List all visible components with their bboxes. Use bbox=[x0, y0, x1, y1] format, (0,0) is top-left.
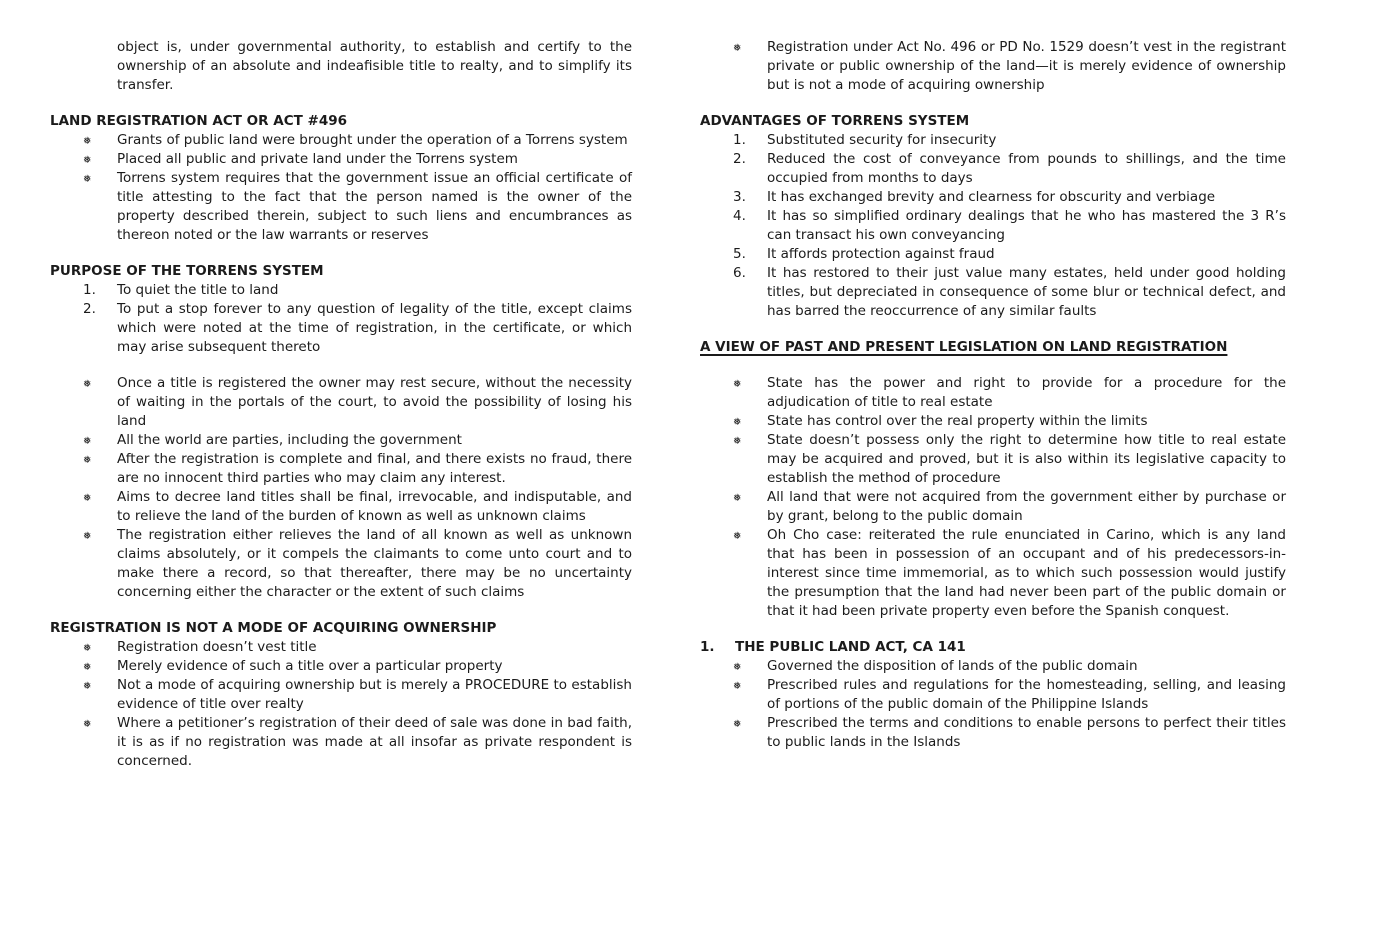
bullet-list bbox=[50, 374, 632, 602]
bullet-icon: ❅ bbox=[83, 662, 92, 673]
bullet-icon: ❅ bbox=[733, 43, 742, 54]
list-item-text: Prescribed rules and regulations for the homesteading, selling, and leasing of portions of the public domain of the Philippine Islands bbox=[767, 677, 1286, 712]
list-item-text: State has control over the real property within the limits bbox=[767, 413, 1148, 429]
list-item bbox=[50, 676, 632, 714]
bullet-list bbox=[50, 638, 632, 771]
list-item bbox=[50, 450, 632, 488]
section-heading: PURPOSE OF THE TORRENS SYSTEM bbox=[50, 263, 324, 279]
list-item bbox=[50, 431, 632, 450]
paragraph-continuation: object is, under governmental authority, to establish and certify to the ownership of an absolute and indeafisible title to realty, and to simplify its transfer. bbox=[117, 39, 632, 93]
list-item-text: The registration either relieves the land of all known as well as unknown claims absolutely, or it compels the claimants to come unto court and to make there a record, so that thereafter, there may be no uncertainty concerning either the character or the extent of such claims bbox=[117, 527, 632, 600]
list-item bbox=[50, 526, 632, 602]
list-item bbox=[50, 150, 632, 169]
list-item-text: Prescribed the terms and conditions to enable persons to perfect their titles to public lands in the Islands bbox=[767, 715, 1286, 750]
list-item bbox=[700, 245, 1286, 264]
list-item-text: To quiet the title to land bbox=[117, 282, 279, 298]
list-item bbox=[700, 38, 1286, 95]
item-number: 2. bbox=[733, 151, 746, 167]
item-number: 6. bbox=[733, 265, 746, 281]
numbered-section-heading bbox=[700, 638, 1286, 657]
bullet-icon: ❅ bbox=[733, 681, 742, 692]
list-item bbox=[50, 374, 632, 431]
list-item bbox=[700, 488, 1286, 526]
list-item-text: After the registration is complete and final, and there exists no fraud, there are no innocent third parties who may claim any interest. bbox=[117, 451, 632, 486]
list-item-text: State doesn’t possess only the right to determine how title to real estate may be acquired and proved, but it is also within its legislative capacity to establish the method of procedure bbox=[767, 432, 1286, 486]
list-item bbox=[50, 169, 632, 245]
heading-number: 1. bbox=[700, 639, 715, 655]
list-item-text: Substituted security for insecurity bbox=[767, 132, 997, 148]
numbered-list bbox=[50, 281, 632, 357]
list-item bbox=[50, 638, 632, 657]
bullet-icon: ❅ bbox=[733, 417, 742, 428]
column-left bbox=[50, 38, 632, 771]
list-item-text: It has exchanged brevity and clearness for obscurity and verbiage bbox=[767, 189, 1216, 205]
list-item-text: Once a title is registered the owner may rest secure, without the necessity of waiting in the portals of the court, to avoid the possibility of losing his land bbox=[117, 375, 632, 429]
list-item-text: State has the power and right to provide for a procedure for the adjudication of title to real estate bbox=[767, 375, 1286, 410]
list-item-text: Grants of public land were brought under the operation of a Torrens system bbox=[117, 132, 628, 148]
list-item-text: It has restored to their just value many estates, held under good holding titles, but depreciated in consequence of some blur or technical defect, and has barred the reoccurrence of any similar faults bbox=[767, 265, 1286, 319]
list-item bbox=[50, 131, 632, 150]
list-item-text: Registration doesn’t vest title bbox=[117, 639, 317, 655]
bullet-icon: ❅ bbox=[83, 136, 92, 147]
item-number: 2. bbox=[83, 301, 96, 317]
list-item-text: Not a mode of acquiring ownership but is merely a PROCEDURE to establish evidence of title over realty bbox=[117, 677, 632, 712]
section-heading: ADVANTAGES OF TORRENS SYSTEM bbox=[700, 113, 970, 129]
item-number: 1. bbox=[83, 282, 96, 298]
bullet-icon: ❅ bbox=[733, 379, 742, 390]
list-item-text: All land that were not acquired from the government either by purchase or by grant, belong to the public domain bbox=[767, 489, 1286, 524]
section-heading: A VIEW OF PAST AND PRESENT LEGISLATION ON LAND REGISTRATION bbox=[700, 339, 1228, 355]
list-item-text: Aims to decree land titles shall be final, irrevocable, and indisputable, and to relieve the land of the burden of known as well as unknown claims bbox=[117, 489, 632, 524]
list-item bbox=[700, 207, 1286, 245]
list-item-text: Merely evidence of such a title over a particular property bbox=[117, 658, 503, 674]
list-item bbox=[700, 264, 1286, 321]
section-heading: REGISTRATION IS NOT A MODE OF ACQUIRING OWNERSHIP bbox=[50, 620, 497, 636]
list-item bbox=[700, 374, 1286, 412]
bullet-icon: ❅ bbox=[83, 155, 92, 166]
bullet-list bbox=[700, 38, 1286, 95]
bullet-list bbox=[50, 131, 632, 245]
bullet-icon: ❅ bbox=[83, 719, 92, 730]
list-item bbox=[700, 526, 1286, 621]
bullet-icon: ❅ bbox=[83, 436, 92, 447]
bullet-list bbox=[700, 657, 1286, 752]
list-item bbox=[700, 412, 1286, 431]
bullet-icon: ❅ bbox=[733, 436, 742, 447]
item-number: 5. bbox=[733, 246, 746, 262]
list-item bbox=[700, 131, 1286, 150]
bullet-icon: ❅ bbox=[733, 493, 742, 504]
item-number: 4. bbox=[733, 208, 746, 224]
list-item-text: Reduced the cost of conveyance from pounds to shillings, and the time occupied from months to days bbox=[767, 151, 1286, 186]
bullet-icon: ❅ bbox=[83, 455, 92, 466]
list-item-text: Where a petitioner’s registration of their deed of sale was done in bad faith, it is as if no registration was made at all insofar as private respondent is concerned. bbox=[117, 715, 632, 769]
list-item bbox=[700, 657, 1286, 676]
list-item-text: Torrens system requires that the government issue an official certificate of title attesting to the fact that the person named is the owner of the property described therein, subject to such liens and encumbrances as thereon noted or the law warrants or reserves bbox=[117, 170, 632, 243]
list-item bbox=[50, 657, 632, 676]
list-item bbox=[50, 300, 632, 357]
item-number: 3. bbox=[733, 189, 746, 205]
list-item-text: It has so simplified ordinary dealings that he who has mastered the 3 R’s can transact his own conveyancing bbox=[767, 208, 1286, 243]
bullet-icon: ❅ bbox=[733, 662, 742, 673]
bullet-icon: ❅ bbox=[83, 643, 92, 654]
list-item bbox=[50, 714, 632, 771]
list-item bbox=[700, 431, 1286, 488]
bullet-list bbox=[700, 374, 1286, 621]
heading-text: THE PUBLIC LAND ACT, CA 141 bbox=[735, 639, 966, 655]
list-item bbox=[700, 150, 1286, 188]
list-item-text: Governed the disposition of lands of the public domain bbox=[767, 658, 1138, 674]
list-item-text: Placed all public and private land under the Torrens system bbox=[117, 151, 518, 167]
list-item-text: It affords protection against fraud bbox=[767, 246, 995, 262]
list-item bbox=[700, 714, 1286, 752]
bullet-icon: ❅ bbox=[83, 379, 92, 390]
column-right bbox=[700, 38, 1286, 752]
list-item-text: All the world are parties, including the government bbox=[117, 432, 462, 448]
bullet-icon: ❅ bbox=[733, 531, 742, 542]
bullet-icon: ❅ bbox=[83, 174, 92, 185]
list-item bbox=[700, 676, 1286, 714]
list-item bbox=[700, 188, 1286, 207]
item-number: 1. bbox=[733, 132, 746, 148]
section-heading: LAND REGISTRATION ACT OR ACT #496 bbox=[50, 113, 347, 129]
bullet-icon: ❅ bbox=[83, 531, 92, 542]
list-item bbox=[50, 488, 632, 526]
list-item-text: To put a stop forever to any question of legality of the title, except claims which were noted at the time of registration, in the certificate, or which may arise subsequent thereto bbox=[117, 301, 632, 355]
bullet-icon: ❅ bbox=[733, 719, 742, 730]
list-item-text: Registration under Act No. 496 or PD No. 1529 doesn’t vest in the registrant private or public ownership of the land—it is merely evidence of ownership but is not a mode of acquiring ownership bbox=[767, 39, 1286, 93]
bullet-icon: ❅ bbox=[83, 681, 92, 692]
list-item bbox=[50, 281, 632, 300]
numbered-list bbox=[700, 131, 1286, 321]
bullet-icon: ❅ bbox=[83, 493, 92, 504]
list-item-text: Oh Cho case: reiterated the rule enunciated in Carino, which is any land that has been in possession of an occupant and of his predecessors-in-interest since time immemorial, as to which such possession would justify the presumption that the land had never been part of the public domain or that it had been private property even before the Spanish conquest. bbox=[767, 527, 1286, 619]
